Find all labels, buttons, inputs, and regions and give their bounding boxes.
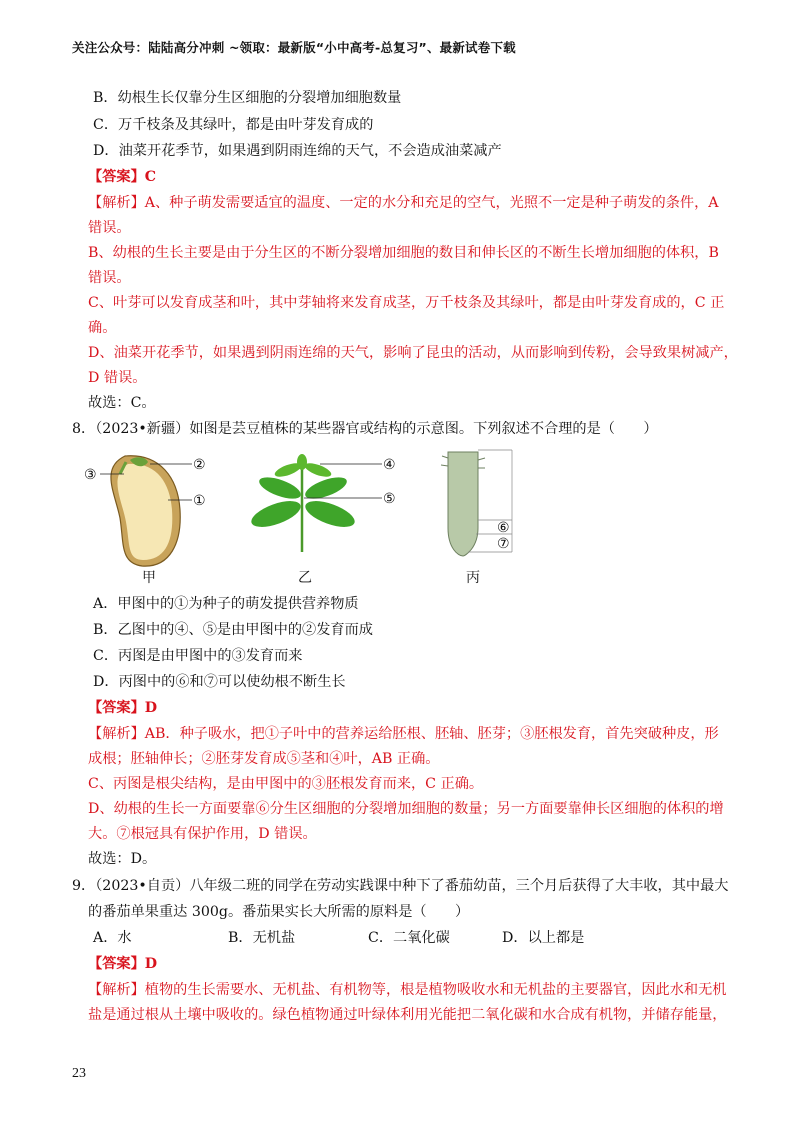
q7-analysis-line: D 错误。 <box>88 370 147 386</box>
figure-label-jia: 甲 <box>142 570 156 586</box>
marker-2: ② <box>193 457 206 473</box>
figure-label-yi: 乙 <box>298 570 312 586</box>
q8-answer: 【答案】D <box>88 700 158 716</box>
page-number: 23 <box>72 1066 86 1081</box>
seedling-diagram <box>248 454 382 552</box>
q8-analysis-line: 【解析】AB．种子吸水，把①子叶中的营养运给胚根、胚轴、胚芽；③胚根发育，首先突破种皮，形 <box>88 726 719 742</box>
q7-analysis-line: 确。 <box>88 320 117 336</box>
q9-option-c: C．二氧化碳 <box>368 930 450 946</box>
marker-7: ⑦ <box>497 536 510 552</box>
q7-analysis-line: D、油菜开花季节，如果遇到阴雨连绵的天气，影响了昆虫的活动，从而影响到传粉，会导致果树减产， <box>88 345 738 361</box>
q9-answer: 【答案】D <box>88 956 158 972</box>
q7-analysis-line: 【解析】A、种子萌发需要适宜的温度、一定的水分和充足的空气，光照不一定是种子萌发的条件，A <box>88 195 719 211</box>
q7-option-d: D．油菜开花季节，如果遇到阴雨连绵的天气，不会造成油菜减产 <box>93 143 502 159</box>
q9-analysis-line: 【解析】植物的生长需要水、无机盐、有机物等，根是植物吸收水和无机盐的主要器官，因此水和无机 <box>88 982 727 998</box>
figure-label-bing: 丙 <box>466 570 480 586</box>
q9-option-d: D．以上都是 <box>502 930 585 946</box>
q8-option-d: D．丙图中的⑥和⑦可以使幼根不断生长 <box>93 674 346 690</box>
q9-stem-line-1: 9．（2023•自贡）八年级二班的同学在劳动实践课中种下了番茄幼苗，三个月后获得了大丰收，其中最大 <box>72 878 729 894</box>
q9-option-a: A．水 <box>93 930 132 946</box>
q8-option-a: A．甲图中的①为种子的萌发提供营养物质 <box>93 596 359 612</box>
marker-5: ⑤ <box>383 491 396 507</box>
q8-analysis-line: 大。⑦根冠具有保护作用，D 错误。 <box>88 826 317 842</box>
q7-option-c: C．万千枝条及其绿叶，都是由叶芽发育成的 <box>93 117 374 133</box>
marker-4: ④ <box>383 457 396 473</box>
q8-analysis-line: 成根；胚轴伸长；②胚芽发育成⑤茎和④叶，AB 正确。 <box>88 751 440 767</box>
q8-conclusion: 故选：D。 <box>88 851 157 867</box>
q9-option-b: B．无机盐 <box>228 930 296 946</box>
q8-option-b: B．乙图中的④、⑤是由甲图中的②发育而成 <box>93 622 373 638</box>
q8-option-c: C．丙图是由甲图中的③发育而来 <box>93 648 303 664</box>
q7-analysis-line: C、叶芽可以发育成茎和叶，其中芽轴将来发育成茎，万千枝条及其绿叶，都是由叶芽发育成的，C 正 <box>88 295 725 311</box>
q7-answer: 【答案】C <box>88 169 157 185</box>
marker-6: ⑥ <box>497 520 510 536</box>
q8-analysis-line: C、丙图是根尖结构，是由甲图中的③胚根发育而来，C 正确。 <box>88 776 484 792</box>
q9-stem-line-2: 的番茄单果重达 300g。番茄果实长大所需的原料是（ ） <box>88 904 470 920</box>
q7-analysis-line: B、幼根的生长主要是由于分生区的不断分裂增加细胞的数目和伸长区的不断生长增加细胞的体积，B <box>88 245 719 261</box>
q7-conclusion: 故选：C。 <box>88 395 156 411</box>
marker-1: ① <box>193 493 206 509</box>
q8-figure <box>80 448 540 588</box>
q8-stem: 8．（2023•新疆）如图是芸豆植株的某些器官或结构的示意图。下列叙述不合理的是（ ） <box>72 421 658 437</box>
q9-analysis-line: 盐是通过根从土壤中吸收的。绿色植物通过叶绿体利用光能把二氧化碳和水合成有机物，并储存能量， <box>88 1007 727 1023</box>
seed-diagram <box>100 456 192 566</box>
q8-analysis-line: D、幼根的生长一方面要靠⑥分生区细胞的分裂增加细胞的数量；另一方面要靠伸长区细胞的体积的增 <box>88 801 724 817</box>
q7-analysis-line: 错误。 <box>88 270 131 286</box>
q7-option-b: B．幼根生长仅靠分生区细胞的分裂增加细胞数量 <box>93 90 402 106</box>
page-header: 关注公众号：陆陆高分冲刺 ~领取：最新版“小中高考-总复习”、最新试卷下载 <box>72 40 516 55</box>
marker-3: ③ <box>84 467 97 483</box>
q7-analysis-line: 错误。 <box>88 220 131 236</box>
